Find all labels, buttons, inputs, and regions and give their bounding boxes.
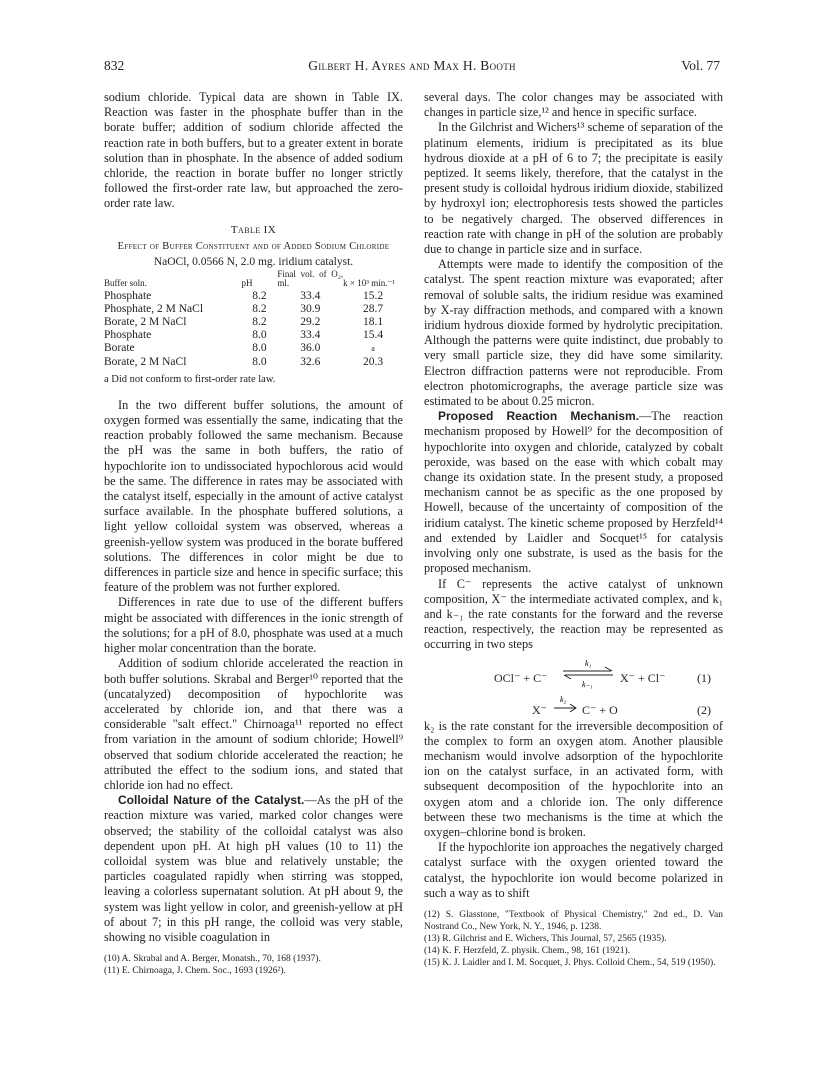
table-cell: 20.3 xyxy=(363,355,384,368)
table-row xyxy=(104,329,403,342)
table-header-row xyxy=(104,270,403,290)
column-header: Buffer soln. xyxy=(104,277,147,288)
equation-number: (2) xyxy=(697,702,711,717)
table-cell: Borate, 2 M NaCl xyxy=(104,355,187,368)
table-ix xyxy=(104,224,403,386)
paragraph: sodium chloride. Typical data are shown in Table IX. Reaction was faster in the phosphate buffer than in the borate buffer; addition of sodium chloride affected the reaction rate in both buffers, but to a greater extent in borate solution than in phosphate. In the absence of added sodium chloride, the reaction in borate buffer no longer strictly followed the first-order rate law, but approached the zero-order rate law. xyxy=(104,90,403,211)
paragraph: If the hypochlorite ion approaches the negatively charged catalyst surface with the oxygen oriented toward the catalyst, the hypochlorite ion would become polarized in such a way as to shift xyxy=(424,840,723,900)
table-cell: 8.2 xyxy=(252,316,267,329)
table-cell: 8.0 xyxy=(252,355,267,368)
table-caption: Effect of Buffer Constituent and of Added Sodium Chloride xyxy=(117,240,390,252)
footnote: (15) K. J. Laidler and I. M. Socquet, J. Phys. Colloid Chem., 54, 519 (1950). xyxy=(424,957,716,968)
paragraph: If C⁻ represents the active catalyst of unknown composition, X⁻ the intermediate activated complex, and k₁ and k₋₁ the rate constants for the forward and the reverse reaction, respectively, the reaction may be represented as occurring in two steps xyxy=(424,576,723,652)
equation-2 xyxy=(424,693,723,719)
paragraph xyxy=(104,793,403,945)
table-cell: 8.2 xyxy=(252,302,267,315)
rate-constant: k₂ xyxy=(560,694,567,704)
table-cell: Borate xyxy=(104,342,135,355)
footnote: (13) R. Gilchrist and E. Wichers, This Journal, 57, 2565 (1935). xyxy=(424,933,667,944)
arrow-icon xyxy=(552,693,578,715)
equation-rhs: C⁻ + O xyxy=(582,702,618,717)
table-title: Table IX xyxy=(230,223,277,236)
running-header xyxy=(104,58,720,78)
table-cell: 32.6 xyxy=(300,355,321,368)
table-cell: Phosphate xyxy=(104,289,152,302)
footnote: (11) E. Chirnoaga, J. Chem. Soc., 1693 (1926²). xyxy=(104,966,286,977)
column-header: pH xyxy=(241,277,253,288)
section-heading: Proposed Reaction Mechanism. xyxy=(438,409,640,424)
table-cell: 33.4 xyxy=(300,289,321,302)
table-cell: Borate, 2 M NaCl xyxy=(104,316,187,329)
equation-rhs: X⁻ + Cl⁻ xyxy=(620,670,666,685)
table-cell: 15.2 xyxy=(363,289,384,302)
table-cell: 18.1 xyxy=(363,316,384,329)
table-cell: 28.7 xyxy=(363,302,384,315)
section-heading: Colloidal Nature of the Catalyst. xyxy=(118,793,305,808)
paragraph: Addition of sodium chloride accelerated the reaction in both buffer solutions. Skrabal and Berger¹⁰ reported that the (uncatalyzed) decomposition of hypochlorite was accelerated by chloride ion, and that there was a considerable "salt effect." Chirnoaga¹¹ reported no effect from variation in the amount of sodium chloride; Howell⁹ observed that sodium chloride accelerated the reaction; he attributed the effect to the sodium ions, and stated that chloride ion had no effect. xyxy=(104,656,403,792)
paragraph: k₂ is the rate constant for the irreversible decomposition of the complex to form an oxygen atom. Another plausible mechanism would involve adsorption of the hypochlorite ion on the catalyst surface, in an activated form, with subsequent decomposition of the hypochlorite into an oxygen atom and a chloride ion. The only difference between these two mechanisms is the time at which the oxygen–chlorine bond is broken. xyxy=(424,718,723,839)
table-cell: 33.4 xyxy=(300,329,321,342)
table-cell: 29.2 xyxy=(300,316,321,329)
table-cell: 15.4 xyxy=(363,329,384,342)
table-cell: 8.0 xyxy=(252,329,267,342)
table-row xyxy=(104,316,403,329)
table-cell: 8.0 xyxy=(252,342,267,355)
table-cell: a xyxy=(371,344,375,354)
table-cell: Phosphate, 2 M NaCl xyxy=(104,302,204,315)
volume-label: Vol. 77 xyxy=(681,58,720,73)
table-footnote: a Did not conform to first-order rate law. xyxy=(104,373,276,385)
paragraph: Differences in rate due to use of the different buffers might be associated with differences in the ionic strength of the solutions; for a pH of 8.0, phosphate was used at a much higher molar concentration than the borate. xyxy=(104,595,403,656)
table-cell: 30.9 xyxy=(300,302,321,315)
paragraph: In the two different buffer solutions, the amount of oxygen formed was essentially the same, indicating that the reaction probably followed the same mechanism. Because the pH was the same in both buffers, the ratio of hypochlorite ion to undissociated hypochlorous acid would be the same. The difference in rates may be associated with the catalyst itself, especially in the amount of active catalyst surface available. In the phosphate buffered solutions, a light yellow colloidal system was observed, whereas a greenish-yellow system was produced in the borate buffered solutions. The differences in color might be due to differences in particle size and hence in specific surface; this feature of the problem was not further explored. xyxy=(104,397,403,595)
table-row xyxy=(104,290,403,303)
equilibrium-arrows-icon xyxy=(559,657,617,689)
paragraph: Attempts were made to identify the composition of the catalyst. The spent reaction mixture was evaporated; after removal of soluble salts, the iridium residue was examined by X-ray diffraction methods, and compared with a known iridium hydrous dioxide formed by hydrolytic precipitation. Although the patterns were quite indistinct, due probably to very small particle size, they did have some similarity. Electron diffraction patterns were not reproducible. From electron photomicrographs, the average particle size was estimated to be about 0.25 micron. xyxy=(424,257,723,409)
paragraph: several days. The color changes may be associated with changes in particle size,¹² and hence in specific surface. xyxy=(424,90,723,120)
column-header: Final vol. of O₂, ml. xyxy=(277,268,344,288)
equation-lhs: X⁻ xyxy=(532,702,547,717)
rate-constant-reverse: k₋₁ xyxy=(582,679,593,689)
equation-lhs: OCl⁻ + C⁻ xyxy=(494,670,548,685)
rate-constant-forward: k₁ xyxy=(585,658,592,668)
footnote: (10) A. Skrabal and A. Berger, Monatsh., 70, 168 (1937). xyxy=(104,954,321,965)
paragraph-text: —As the pH of the reaction mixture was varied, marked color changes were observed; the stability of the colloidal catalyst was also dependent upon pH. At high pH values (10 to 11) the colloidal system was blue and relatively unstable; the particles coagulated rapidly when stirring was stopped, leaving a colorless supernatant solution. At pH about 9, the system was light yellow in color, and greenish-yellow at pH of about 7; in this pH range, the colloid was very stable, showing no visible coagulation in xyxy=(104,793,403,944)
paragraph: In the Gilchrist and Wichers¹³ scheme of separation of the platinum elements, iridium is precipitated as its blue hydrous dioxide at a pH of 6 to 7; the precipitate is easily peptized. It seems likely, therefore, that the catalyst in the present study is colloidal hydrous iridium dioxide, stabilized by hydroxyl ion; electrophoresis tests showed the particles to be negatively charged. The observed differences in reaction rate with change in pH of the solution are probably due to change in particle size and in surface. xyxy=(424,120,723,257)
equation-number: (1) xyxy=(697,670,711,685)
footnote: (14) K. F. Herzfeld, Z. physik. Chem., 98, 161 (1921). xyxy=(424,945,631,956)
page-number: 832 xyxy=(104,58,125,73)
table-row xyxy=(104,356,403,369)
table-conditions: NaOCl, 0.0566 N, 2.0 mg. iridium catalyst. xyxy=(153,255,354,268)
column-header: k × 10³ min.⁻¹ xyxy=(343,277,395,288)
data-table xyxy=(104,270,403,369)
table-cell: 8.2 xyxy=(252,289,267,302)
table-cell: Phosphate xyxy=(104,329,152,342)
table-cell: 36.0 xyxy=(300,342,321,355)
table-row xyxy=(104,303,403,316)
table-row xyxy=(104,342,403,355)
equation-1 xyxy=(424,653,723,693)
paragraph-text: —The reaction mechanism proposed by Howell⁹ for the decomposition of hypochlorite into oxygen and chloride, catalyzed by cobalt peroxide, was based on the ease with which cobalt may change its oxidation state. In the present study, a proposed mechanism cannot be as specific as the one proposed by Howell, because of the uncertainty of composition of the iridium catalyst. The kinetic scheme proposed by Herzfeld¹⁴ and extended by Laidler and Socquet¹⁵ for catalysis involving only one substrate, is used as the basis for the proposed mechanism. xyxy=(424,409,723,576)
running-head-authors: Gilbert H. Ayres and Max H. Booth xyxy=(308,58,516,73)
right-column xyxy=(424,90,723,969)
paragraph xyxy=(424,409,723,576)
left-column xyxy=(104,90,403,977)
footnote: (12) S. Glasstone, "Textbook of Physical Chemistry," 2nd ed., D. Van Nostrand Co., New York, N. Y., 1946, p. 1238. xyxy=(424,909,723,932)
